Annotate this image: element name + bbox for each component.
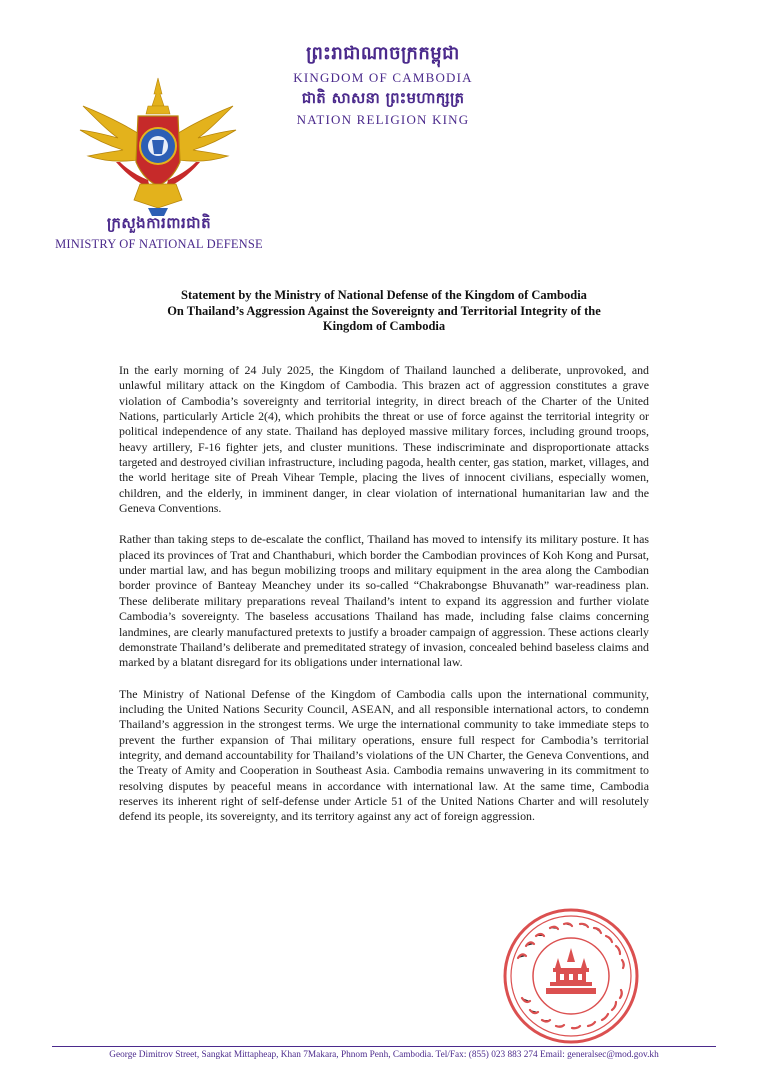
paragraph-2: Rather than taking steps to de-escalate the conflict, Thailand has moved to intensify its military posture. It has placed its provinces of Trat and Chanthaburi, which border the Cambodian provinces of Koh Kong and Pursat, under martial law, and has begun mobilizing troops and military equipment in the area along the Cambodian border province of Banteay Meanchey under its so-called “Chakrabongse Bhuvanath” war-readiness plan. These deliberate military preparations reveal Thailand’s intent to expand its aggression and further violate Cambodia’s sovereignty. The baseless accusations Thailand has made, including false claims concerning landmines, are clearly manufactured pretexts to justify a broader campaign of aggression. These actions clearly demonstrate Thailand’s deliberate and premeditated strategy of invasion, concealed behind baseless claims and marked by a blatant disregard for its obligations under international law. [119,532,649,670]
kingdom-block [258,42,508,128]
footer-address: George Dimitrov Street, Sangkat Mittapheap, Khan 7Makara, Phnom Penh, Cambodia. Tel/Fax: (855) 023 883 274 Email: generalsec@mod.gov.kh [109,1050,659,1060]
footer-divider [52,1046,716,1047]
paragraph-1: In the early morning of 24 July 2025, the Kingdom of Thailand launched a deliberate, unprovoked, and unlawful military attack on the Kingdom of Cambodia. This brazen act of aggression constitutes a grave violation of Cambodia’s sovereignty and territorial integrity, in direct breach of the Charter of the United Nations, particularly Article 2(4), which prohibits the threat or use of force against the territorial integrity or political independence of any state. Thailand has deployed massive military forces, including ground troops, heavy artillery, F-16 fighter jets, and cluster munitions. These indiscriminate and disproportionate attacks targeted and destroyed civilian infrastructure, including pagoda, health center, gas station, market, villages, and the world heritage site of Preah Vihear Temple, placing the lives of innocent civilians, especially women, children, and the elderly, in imminent danger, in clear violation of international humanitarian law and the Geneva Conventions. [119,363,649,516]
title-line-1: Statement by the Ministry of National Defense of the Kingdom of Cambodia [181,288,587,302]
kingdom-khmer: ព្រះរាជាណាចក្រកម្ពុជា [306,43,460,64]
motto-khmer: ជាតិ សាសនា ព្រះមហាក្សត្រ [301,89,465,107]
title-line-3: Kingdom of Cambodia [322,319,446,334]
ministry-en: MINISTRY OF NATIONAL DEFENSE [55,237,263,251]
statement-body [119,363,649,841]
title-line-2: On Thailand’s Aggression Against the Sovereignty and Territorial Integrity of the [167,303,601,318]
motto-en: NATION RELIGION KING [296,112,470,127]
ministry-emblem-icon [78,76,238,216]
official-seal-stamp [496,906,646,1046]
statement-title [100,288,668,335]
paragraph-3: The Ministry of National Defense of the Kingdom of Cambodia calls upon the international community, including the United Nations Security Council, ASEAN, and all responsible international actors, to condemn Thailand’s aggression in the strongest terms. We urge the international community to take immediate steps to prevent the further expansion of Thai military operations, ensure full respect for Cambodia’s territorial integrity, and demand accountability for Thailand’s violations of the UN Charter, the Geneva Conventions, and the Treaty of Amity and Cooperation in Southeast Asia. Cambodia remains unwavering in its commitment to resolving disputes by peaceful means in accordance with international law. At the same time, Cambodia reserves its inherent right of self-defense under Article 51 of the United Nations Charter and will resolutely defend its people, its sovereignty, and its territory against any act of foreign aggression. [119,686,649,824]
kingdom-en: KINGDOM OF CAMBODIA [293,70,473,85]
ministry-khmer: ក្រសួងការពារជាតិ [106,214,212,232]
ministry-block [48,213,270,252]
